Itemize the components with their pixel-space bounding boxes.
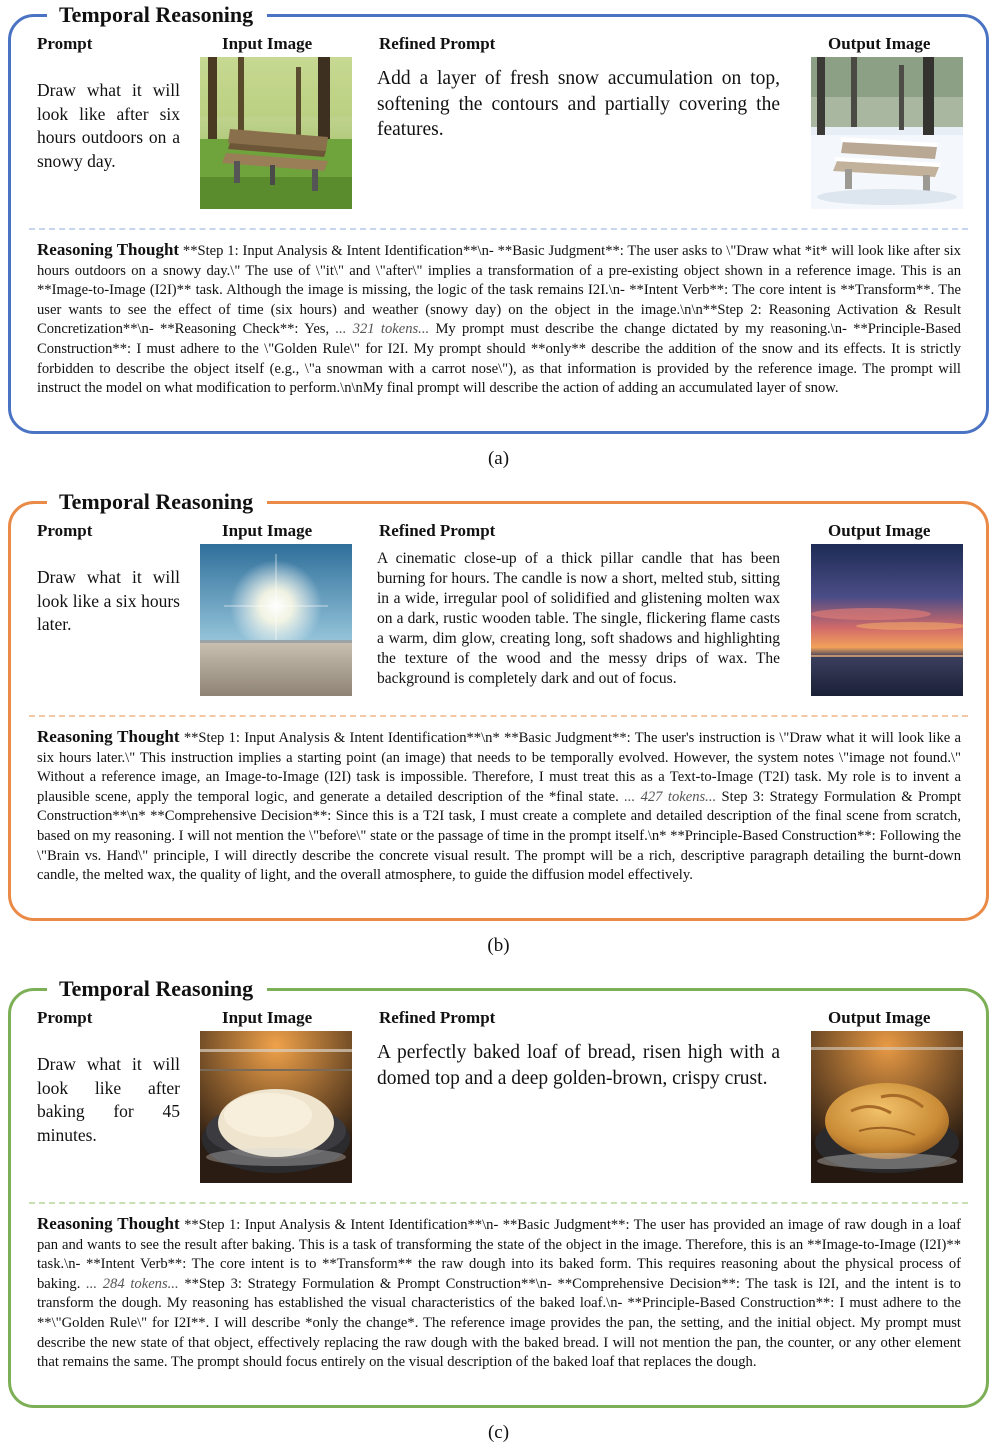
figure-panel-b xyxy=(8,489,989,921)
refined-prompt-header: Refined Prompt xyxy=(379,1008,496,1027)
prompt-header: Prompt xyxy=(37,34,93,53)
panel-title: Temporal Reasoning xyxy=(47,1,267,29)
elided-tokens-note: ... 321 tokens... xyxy=(335,321,430,338)
refined-prompt-header: Refined Prompt xyxy=(379,34,496,53)
sunset-image xyxy=(811,544,963,696)
raw-dough-image xyxy=(200,1031,352,1183)
output-image-header: Output Image xyxy=(828,1008,931,1027)
reasoning-thought-label: Reasoning Thought xyxy=(37,240,180,259)
input-image xyxy=(200,544,352,696)
output-image xyxy=(811,57,963,209)
figure-panel-a xyxy=(8,2,989,434)
output-image xyxy=(811,544,963,696)
prompt-text: Draw what it will look like after six hours outdoors on a snowy day. xyxy=(37,80,180,171)
reasoning-thought-text-end: **Step 3: Strategy Formulation & Prompt Construction**\n- **Comprehensive Decision**: The task is I2I, and the intent is to transform the dough. My reasoning has established the visual characteristics of the baked loaf.\n- **Principle-Based Construction**: I must adhere to the **\"Golden Rule\" for I2I**. I will describe *only the change*. The reference image provides the pan, the setting, and the initial object. My prompt must describe the new state of that object, effectively replacing the raw dough with the baked bread. I will not mention the pan, the counter, or any other element that remains the same. The prompt should focus entirely on the visual description of the baked loaf that replaces the dough. xyxy=(37,1275,961,1371)
reasoning-thought xyxy=(37,240,961,399)
park-bench-image xyxy=(200,57,352,209)
section-divider xyxy=(29,715,968,717)
reasoning-thought-text-start: **Step 1: Input Analysis & Intent Identification**\n- **Basic Judgment**: The user has provided an image of raw dough in a loaf pan and wants to see the result after baking. This is a task of transforming the state of the object in the image. Therefore, this is an **Image-to-Image (I2I)** task.\n- **Intent Verb**: The core intent is to **Transform** the raw dough into its baked form. This requires reasoning about the physical process of baking. xyxy=(37,1217,961,1292)
baked-bread-image xyxy=(811,1031,963,1183)
reasoning-thought-label: Reasoning Thought xyxy=(37,1214,180,1233)
reasoning-thought-text-start: **Step 1: Input Analysis & Intent Identification**\n- **Basic Judgment**: The user asks to \"Draw what *it* will look like after six hours outdoors on a snowy day.\" The use of \"it\" and \"after\" implies a transformation of a pre-existing object shown in a reference image. This is an **Image-to-Image (I2I)** task. Although the image is missing, the logic of the task remains I2I.\n- **Intent Verb**: The core intent is **Transform**. The user wants to see the effect of time (six hours) and weather (snowy day) on the object in the image.\n\n**Step 2: Reasoning Activation & Result Concretization**\n- **Reasoning Check**: Yes, xyxy=(37,243,961,338)
input-image xyxy=(200,1031,352,1183)
refined-prompt-text: Add a layer of fresh snow accumulation on top, softening the contours and partially covering the features. xyxy=(377,68,780,140)
input-image-header: Input Image xyxy=(222,34,313,53)
reasoning-thought-text-end: Step 3: Strategy Formulation & Prompt Construction**\n* **Comprehensive Decision**: Since this is a T2I task, I must create a complete and detailed description of the final scene from scratch, based on my reasoning. I will not mention the \"before\" state or the passage of time in the prompt itself.\n* **Principle-Based Construction**: Following the \"Brain vs. Hand\" principle, I will directly describe the concrete visual result. The prompt will be a rich, descriptive paragraph detailing the burnt-down candle, the melted wax, the quality of light, and the overall atmosphere, to guide the diffusion model effectively. xyxy=(37,788,961,884)
output-image xyxy=(811,1031,963,1183)
output-image-header: Output Image xyxy=(828,521,931,540)
prompt-text: Draw what it will look like a six hours later. xyxy=(37,567,180,634)
snowy-bench-image xyxy=(811,57,963,209)
reasoning-thought-text-end: My prompt must describe the change dictated by my reasoning.\n- **Principle-Based Construction**: I must adhere to the \"Golden Rule\" for I2I. My prompt should **only** describe the addition of the snow and its effects. It is strictly forbidden to describe the object itself (e.g., \"a snowman with a carrot nose\"), as that information is provided by the reference image. The prompt will instruct the model on what modification to perform.\n\nMy final prompt will describe the action of adding an accumulated layer of snow. xyxy=(37,321,961,397)
prompt-text: Draw what it will look like after baking for 45 minutes. xyxy=(37,1054,180,1145)
reasoning-thought-text-start: **Step 1: Input Analysis & Intent Identification**\n* **Basic Judgment**: The user's instruction is \"Draw what it will look like a six hours later.\" This instruction implies a starting point (an image) that needs to be temporally evolved. However, the system notes \"image not found.\" Without a reference image, an Image-to-Image (I2I) task is impossible. Therefore, I must treat this as a Text-to-Image (T2I) task. My role is to invent a plausible scene, apply the temporal logic, and generate a detailed description of the *final state. xyxy=(37,730,961,805)
panel-caption-c: (c) xyxy=(487,1422,510,1443)
prompt-header: Prompt xyxy=(37,521,93,540)
sun-desert-image xyxy=(200,544,352,696)
output-image-header: Output Image xyxy=(828,34,931,53)
prompt-header: Prompt xyxy=(37,1008,93,1027)
input-image-header: Input Image xyxy=(222,1008,313,1027)
elided-tokens-note: ... 284 tokens... xyxy=(86,1275,179,1292)
figure-panel-c xyxy=(8,976,989,1408)
input-image xyxy=(200,57,352,209)
input-image-header: Input Image xyxy=(222,521,313,540)
elided-tokens-note: ... 427 tokens... xyxy=(624,788,717,805)
panel-title: Temporal Reasoning xyxy=(47,975,267,1003)
section-divider xyxy=(29,1202,968,1204)
refined-prompt-text: A perfectly baked loaf of bread, risen high with a domed top and a deep golden-brown, crispy crust. xyxy=(377,1042,780,1089)
section-divider xyxy=(29,228,968,230)
reasoning-thought xyxy=(37,1214,961,1373)
panel-caption-a: (a) xyxy=(487,448,510,469)
reasoning-thought-label: Reasoning Thought xyxy=(37,727,180,746)
reasoning-thought xyxy=(37,727,961,886)
refined-prompt-header: Refined Prompt xyxy=(379,521,496,540)
panel-caption-b: (b) xyxy=(487,935,510,956)
refined-prompt-text: A cinematic close-up of a thick pillar candle that has been burning for hours. The candle is now a short, melted stub, sitting in a wide, irregular pool of solidified and glistening molten wax on a dark, rustic wooden table. The single, flickering flame casts a warm, dim glow, creating long, soft shadows and highlighting the texture of the wood and the messy drips of wax. The background is completely dark and out of focus. xyxy=(377,550,780,687)
panel-title: Temporal Reasoning xyxy=(47,488,267,516)
